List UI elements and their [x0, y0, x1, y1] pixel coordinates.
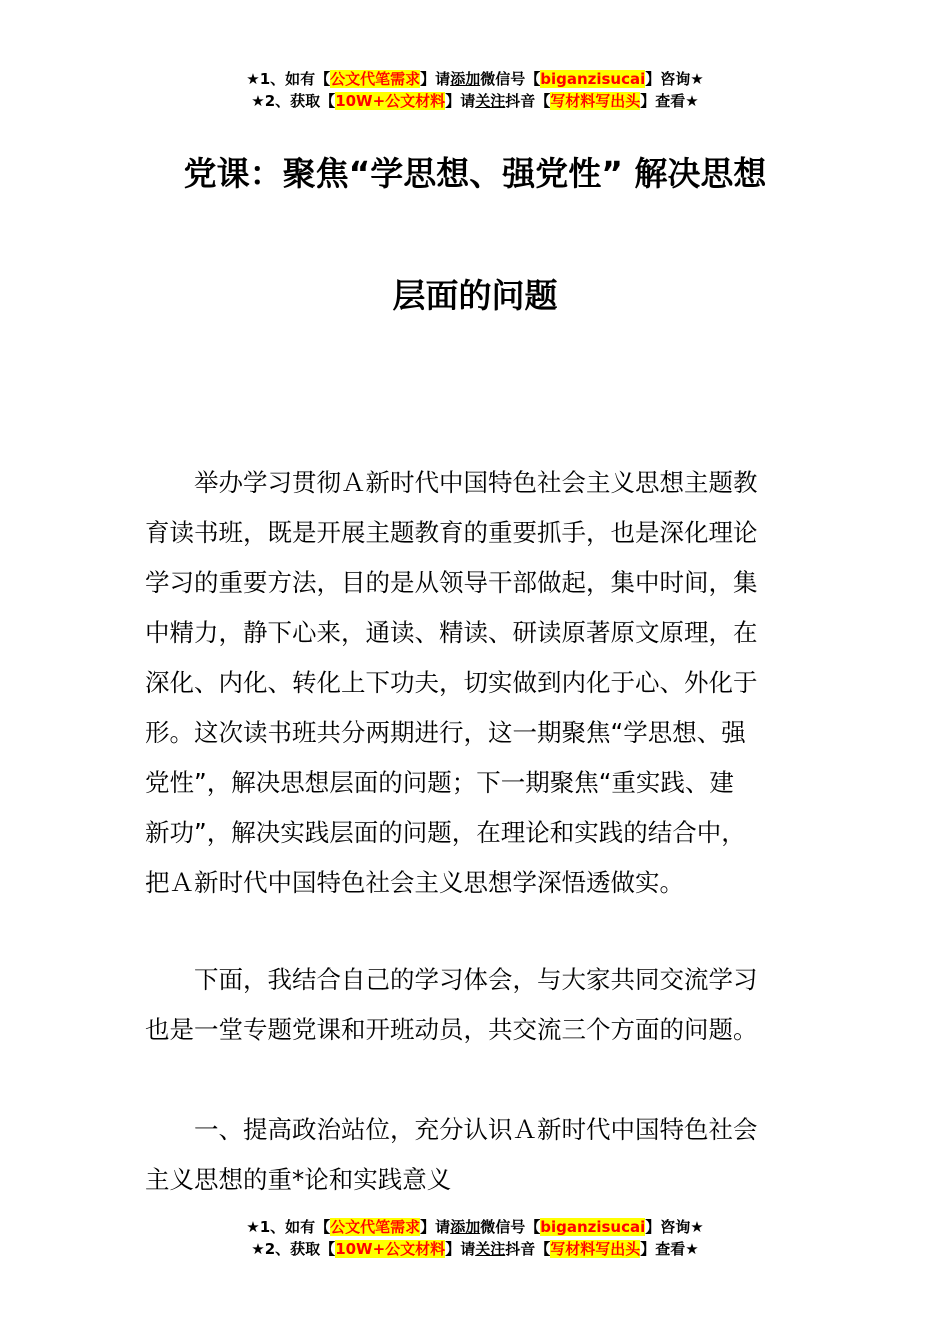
section-heading-1: [145, 1105, 810, 1205]
footer-promo: [0, 1216, 950, 1260]
body-paragraph-1: [145, 458, 810, 908]
text-line: 也是一堂专题党课和开班动员，共交流三个方面的问题。: [145, 1015, 758, 1044]
promo-line-1: ★1、如有【公文代笔需求】请添加微信号【biganzisucai】咨询★: [246, 70, 704, 88]
promo-wechat-id: biganzisucai: [540, 1218, 646, 1236]
text-line: 中精力，静下心来，通读、精读、研读原著原文原理，在: [145, 618, 758, 647]
text-line: 学习的重要方法，目的是从领导干部做起，集中时间，集: [145, 568, 758, 597]
promo-wechat-id: biganzisucai: [540, 70, 646, 88]
promo-douyin-id: 写材料写出头: [550, 1240, 641, 1258]
promo-highlight: 10W+公文材料: [335, 92, 446, 110]
promo-highlight: 公文代笔需求: [330, 1218, 421, 1236]
text-line: 主义思想的重*论和实践意义: [145, 1165, 452, 1194]
promo-line-2: ★2、获取【10W+公文材料】请关注抖音【写材料写出头】查看★: [251, 1240, 699, 1258]
text-line: 育读书班，既是开展主题教育的重要抓手，也是深化理论: [145, 518, 758, 547]
document-title-line-1: 党课：聚焦“学思想、强党性” 解决思想: [183, 154, 767, 193]
promo-line-2: ★2、获取【10W+公文材料】请关注抖音【写材料写出头】查看★: [251, 92, 699, 110]
text-line: 形。这次读书班共分两期进行，这一期聚焦“学思想、强: [145, 718, 746, 747]
document-title-line-2: 层面的问题: [392, 276, 558, 315]
promo-highlight: 10W+公文材料: [335, 1240, 446, 1258]
body-paragraph-2: [145, 955, 810, 1055]
text-line: 深化、内化、转化上下功夫，切实做到内化于心、外化于: [145, 668, 758, 697]
text-line: 新功”，解决实践层面的问题，在理论和实践的结合中，: [145, 818, 746, 847]
promo-line-1: ★1、如有【公文代笔需求】请添加微信号【biganzisucai】咨询★: [246, 1218, 704, 1236]
text-line: 下面，我结合自己的学习体会，与大家共同交流学习: [145, 965, 758, 994]
promo-douyin-id: 写材料写出头: [550, 92, 641, 110]
text-line: 党性”，解决思想层面的问题；下一期聚焦“重实践、建: [145, 768, 734, 797]
header-promo: [0, 68, 950, 112]
promo-highlight: 公文代笔需求: [330, 70, 421, 88]
text-line: 把Ａ新时代中国特色社会主义思想学深悟透做实。: [145, 868, 684, 897]
text-line: 一、提高政治站位，充分认识Ａ新时代中国特色社会: [145, 1115, 758, 1144]
text-line: 举办学习贯彻Ａ新时代中国特色社会主义思想主题教: [145, 468, 758, 497]
